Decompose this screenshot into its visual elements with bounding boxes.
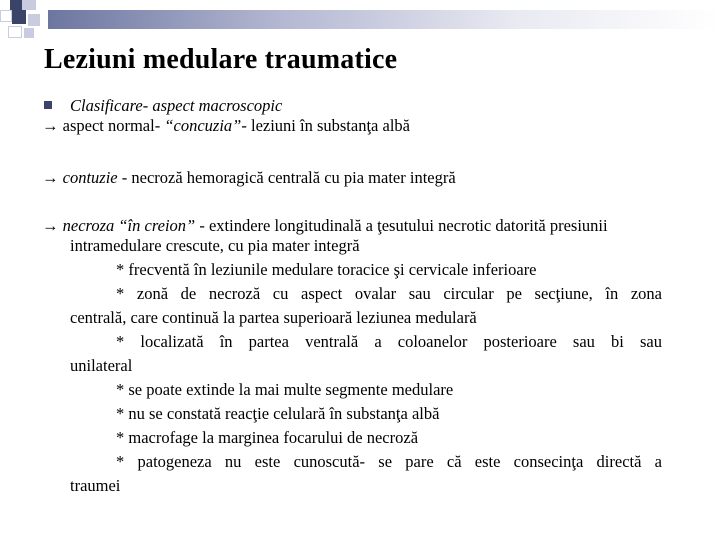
detail-list: [42, 260, 662, 496]
detail-line: * se poate extinde la mai multe segmente medulare: [116, 380, 454, 399]
corner-square-4: [12, 10, 26, 24]
item-normal: → aspect normal- “concuzia”- leziuni în substanţa albă: [42, 116, 410, 135]
corner-square-1: [10, 0, 22, 10]
bullet-classification: [42, 96, 662, 116]
bullet-text: Clasificare- aspect macroscopic: [70, 96, 283, 115]
concuzia-term: “concuzia”: [164, 116, 242, 135]
detail-continuation: centrală, care continuă la partea superioară leziunea medulară: [70, 308, 477, 327]
corner-square-6: [8, 26, 22, 38]
corner-square-2: [22, 0, 36, 10]
detail-continuation: unilateral: [70, 356, 133, 375]
arrow-icon: →: [42, 168, 59, 187]
arrow-icon: →: [42, 116, 59, 135]
detail-line: * macrofage la marginea focarului de necroză: [116, 428, 419, 447]
detail-continuation: traumei: [70, 476, 121, 495]
detail-line: * nu se constată reacţie celulară în substanţa albă: [116, 404, 440, 423]
item-necroza: → necroza “în creion” - extindere longitudinală a ţesutului necrotic datorită presiunii intramedulare crescute, cu pia mater integră: [42, 216, 608, 255]
arrow-icon: →: [42, 216, 59, 235]
necroza-term: necroza “în creion”: [62, 216, 196, 235]
corner-square-5: [28, 14, 40, 26]
detail-line: * frecventă în leziunile medulare toracice şi cervicale inferioare: [116, 260, 537, 279]
slide-title: Leziuni medulare traumatice: [44, 44, 398, 75]
detail-line: * zonă de necroză cu aspect ovalar sau circular pe secţiune, în zona: [116, 284, 662, 303]
corner-square-7: [24, 28, 34, 38]
header-band: [48, 10, 720, 29]
corner-square-3: [0, 10, 12, 22]
item-contuzie: → contuzie - necroză hemoragică centrală cu pia mater integră: [42, 168, 456, 187]
detail-line: * patogeneza nu este cunoscută- se pare că este consecinţa directă a: [116, 452, 662, 471]
square-bullet-icon: [44, 101, 52, 109]
slide-content: [42, 96, 662, 500]
detail-line: * localizată în partea ventrală a coloanelor posterioare sau bi sau: [116, 332, 662, 351]
contuzie-term: contuzie: [62, 168, 118, 187]
